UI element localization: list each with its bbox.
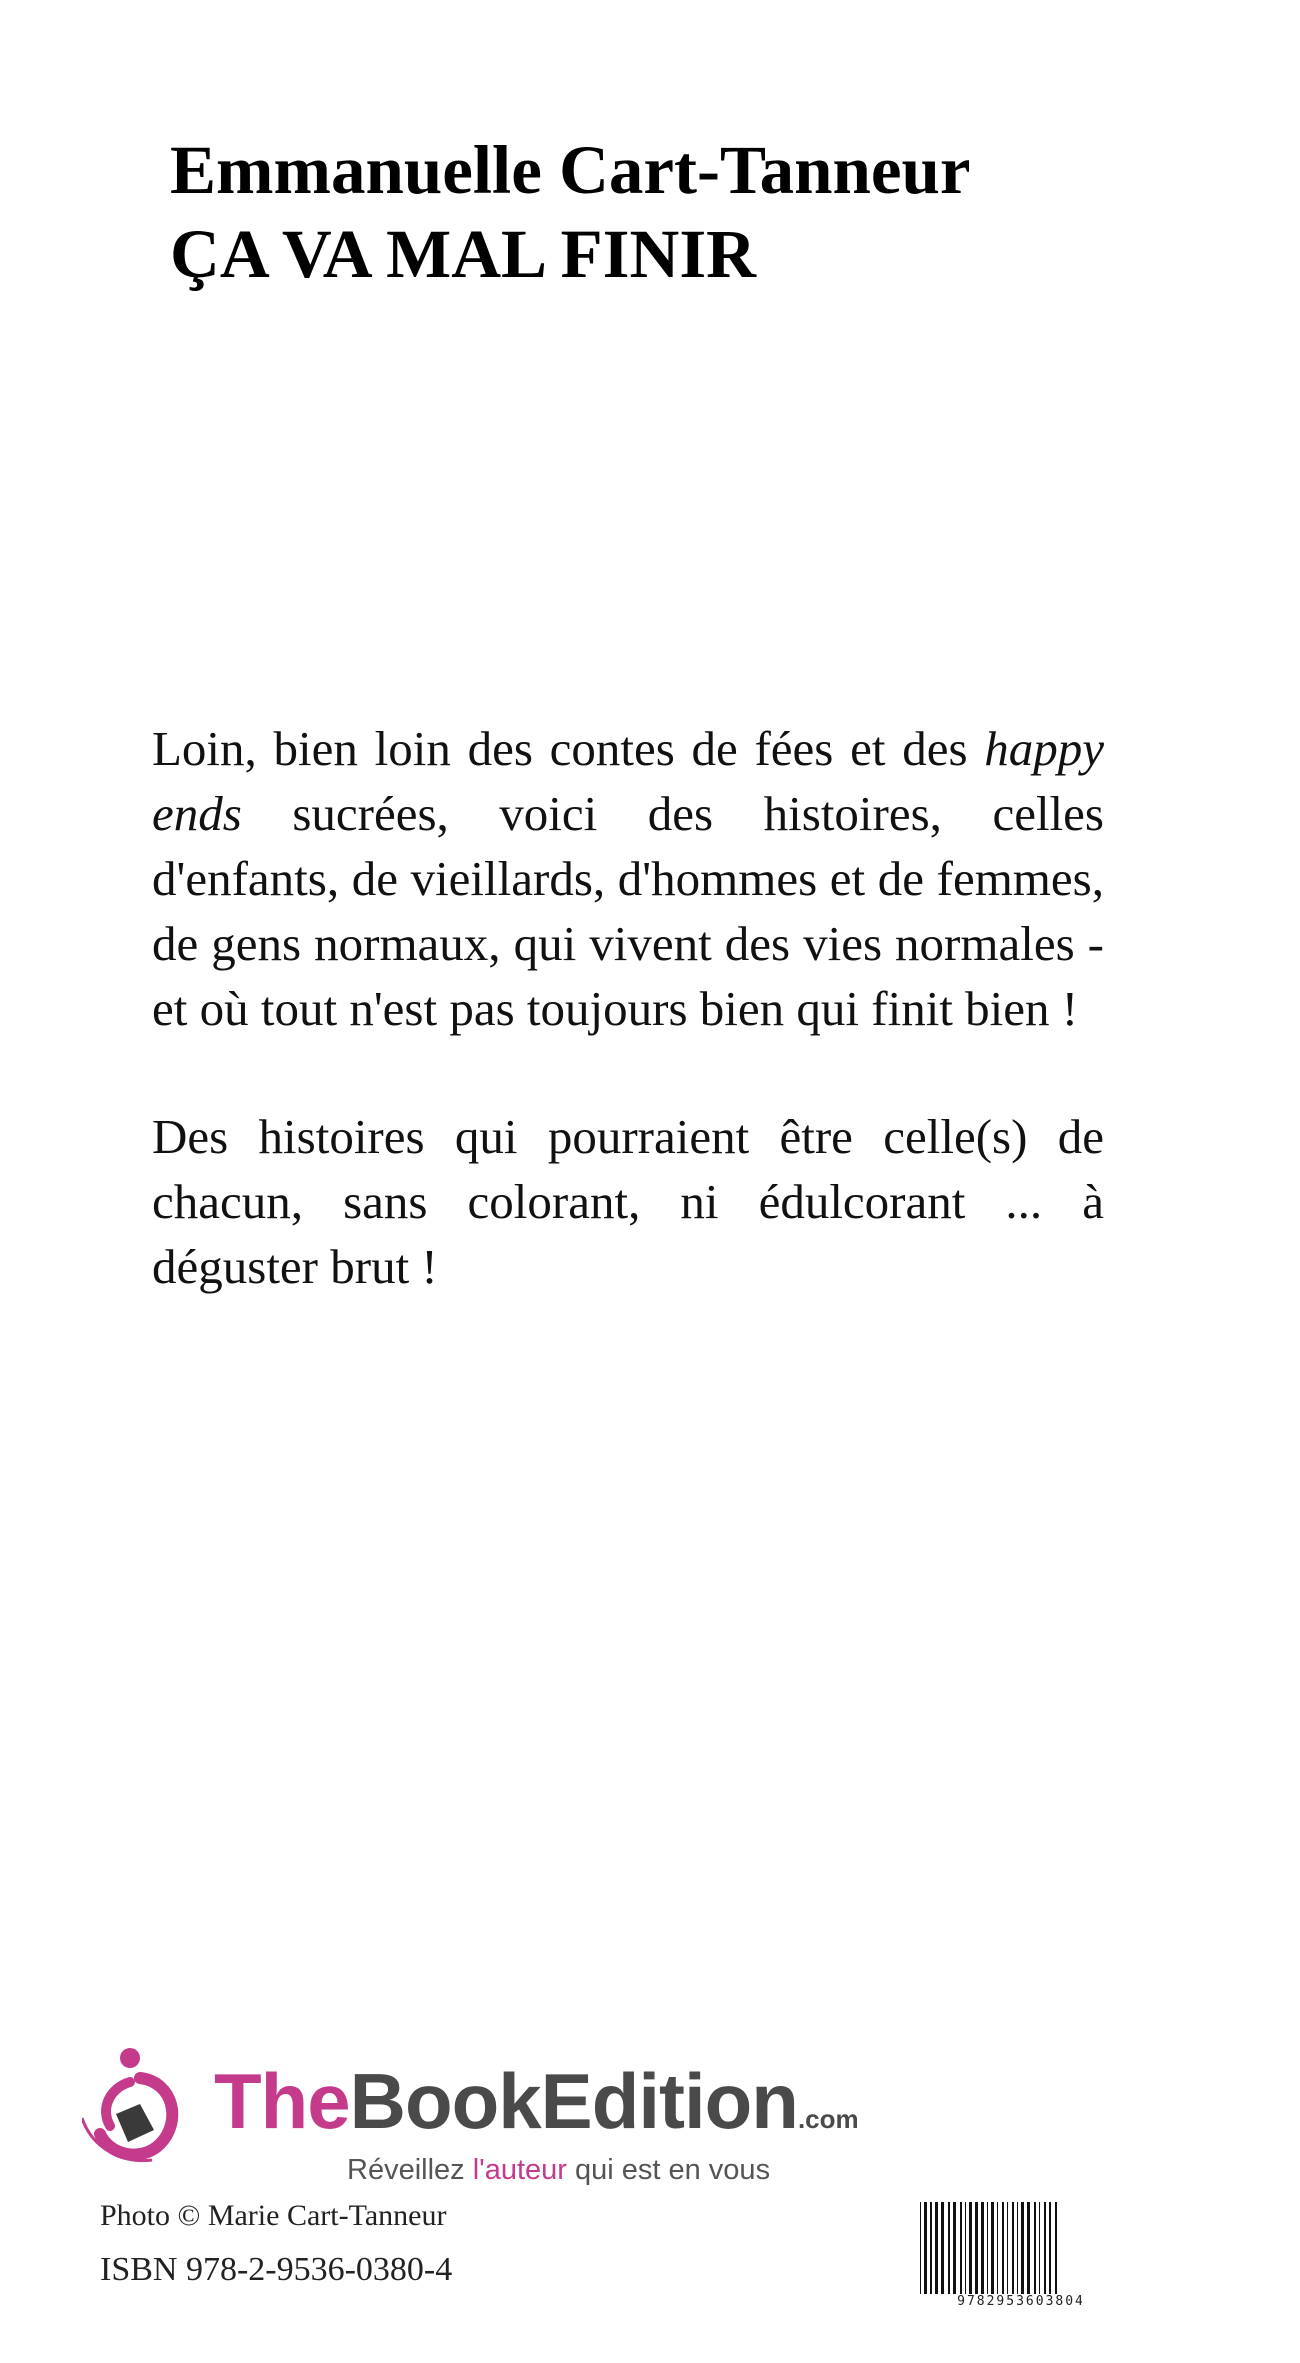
cover-header (170, 128, 1170, 296)
publisher-tagline (347, 2154, 770, 2187)
wordmark-the: The (214, 2057, 350, 2145)
blurb-italic-phrase: happy ends (152, 721, 1104, 841)
barcode-digits: 9782953603804 (916, 2294, 1126, 2309)
blurb (152, 716, 1104, 1362)
isbn-number: ISBN 978-2-9536-0380-4 (100, 2251, 453, 2288)
tagline-after: qui est en vous (566, 2154, 771, 2186)
tagline-before: Réveillez (347, 2154, 473, 2186)
barcode (916, 2202, 1126, 2312)
book-title: ÇA VA MAL FINIR (170, 216, 756, 292)
blurb-text-1b: sucrées, voici des histoires, celles d'enfants, de vieillards, d'hommes et de femmes, de gens normaux, qui vivent des vies normales - et où tout n'est pas toujours bien qui finit bien ! (152, 786, 1104, 1036)
wordmark-com: .com (797, 2104, 859, 2134)
publisher-logo (82, 2048, 882, 2198)
tagline-accent: l'auteur (472, 2154, 567, 2186)
person-swirl-icon (82, 2048, 202, 2168)
barcode-bars (916, 2202, 1126, 2298)
author-name: Emmanuelle Cart-Tanneur (170, 132, 971, 208)
blurb-text-1a: Loin, bien loin des contes de fées et des (152, 721, 968, 776)
photo-credit: Photo © Marie Cart-Tanneur (100, 2199, 447, 2232)
blurb-paragraph-2: Des histoires qui pourraient être celle(s) de chacun, sans colorant, ni édulcorant ... à déguster brut ! (152, 1109, 1104, 1294)
blurb-paragraph-1 (152, 716, 1104, 1041)
publisher-wordmark (214, 2056, 859, 2164)
wordmark-bookedition: BookEdition (349, 2057, 798, 2145)
credits (100, 2196, 452, 2290)
